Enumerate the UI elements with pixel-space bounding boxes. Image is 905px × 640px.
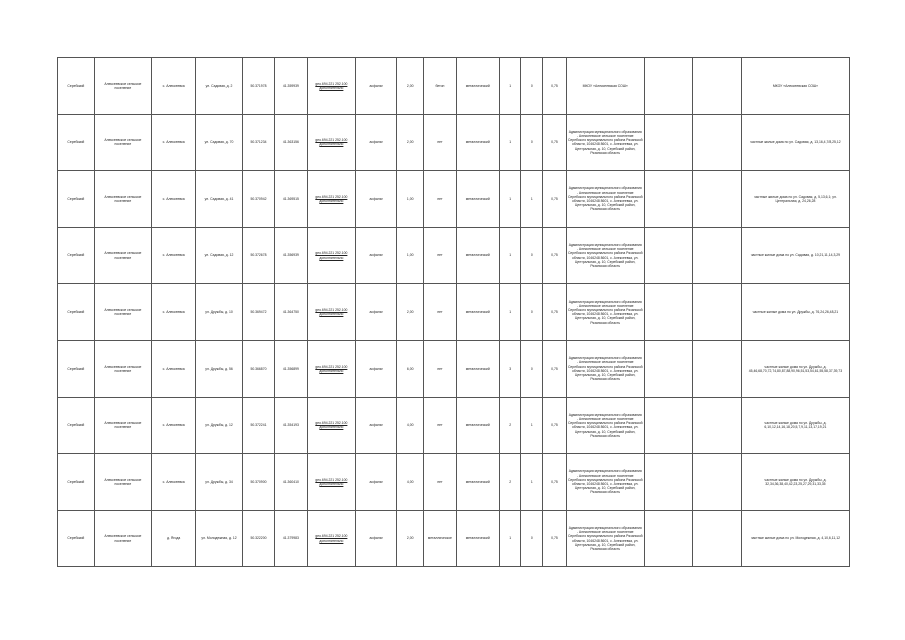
table-cell: 0 [521,58,543,115]
table-cell: 50.322200 [242,510,274,567]
table-cell [644,454,693,511]
table-cell: металлический [456,397,499,454]
table-cell: Администрация муниципального образования - Алексеевское сельское поселение Серебского муниципального района Рязанской области, 1046248 8601, с. Алексеевка, ул. Центральная, д. 10, Серебский район, Рязанская область [566,284,644,341]
table-cell: 0,75 [543,340,567,397]
table-row [58,397,850,454]
table-cell: ул. Дружбы, д. 56 [196,340,242,397]
table-cell: Алексеевское сельское поселение [94,227,151,284]
table-cell: нет [424,227,456,284]
table-cell: Серебский [58,171,95,228]
table-cell: асфальт [356,171,397,228]
table-cell: 50.371234 [242,114,274,171]
table-cell [693,340,742,397]
table-cell: металлический [456,58,499,115]
table-cell: 41.354193 [275,397,307,454]
table-body [58,58,850,567]
table-cell: металлический [456,227,499,284]
table-cell: 0 [521,340,543,397]
table-cell: с. Алексеевка [152,340,196,397]
table-cell: ул. Дружбы, д. 12 [196,397,242,454]
table-cell: ул. Садовая, д. 70 [196,114,242,171]
table-cell: 0 [521,114,543,171]
table-cell: 2,00 [397,114,424,171]
table-cell: geo.694.221 252.100 дополнительно [307,510,356,567]
table-row [58,171,850,228]
table-cell [644,114,693,171]
table-cell: 4,00 [397,454,424,511]
table-cell: частные жилые дома по ул. Молодежная, д. 4,10,6,11,12 [741,510,849,567]
table-cell: 2 [499,454,521,511]
table-cell: 50.369472 [242,284,274,341]
table-cell: Серебский [58,114,95,171]
table-cell: асфальт [356,284,397,341]
table-cell: Серебский [58,58,95,115]
table-cell: Администрация муниципального образования - Алексеевское сельское поселение Серебского муниципального района Рязанской области, 1046248 8601, с. Алексеевка, ул. Центральная, д. 10, Серебский район, Рязанская область [566,227,644,284]
table-cell: 0,75 [543,397,567,454]
table-cell: металлический [456,510,499,567]
table-cell: 41.356899 [275,340,307,397]
table-cell: 0,75 [543,58,567,115]
table-cell: 4,00 [397,397,424,454]
table-cell: ул. Садовая, д. 12 [196,227,242,284]
table-cell [644,284,693,341]
table-cell: асфальт [356,58,397,115]
table-cell: частные жилые дома по ул. Дружбы, д. 6,10,12,14,16,18,20,5,7,9,11,13,17,19,21 [741,397,849,454]
table-cell: Серебский [58,454,95,511]
table-row [58,284,850,341]
table-cell: 50.372678 [242,227,274,284]
table-cell: 0,75 [543,171,567,228]
table-cell: МКОУ «Алексеевская СОШ» [741,58,849,115]
table-cell: ул. Дружбы, д. 10 [196,284,242,341]
table-cell: geo.694.221 252.100 дополнительно [307,340,356,397]
table-cell: металлический [456,340,499,397]
table-cell: частные жилые дома по ул. Садовая, д. 5,13,6,1; ул. Центральная, д. 24,26,28 [741,171,849,228]
table-cell: geo.694.221 252.100 дополнительно [307,114,356,171]
table-cell: асфальт [356,114,397,171]
table-cell [644,171,693,228]
table-cell: ул. Дружбы, д. 34 [196,454,242,511]
table-cell: ул. Садовая, д. 2 [196,58,242,115]
table-cell: металлическое [424,510,456,567]
table-cell [693,397,742,454]
table-cell: Администрация муниципального образования - Алексеевское сельское поселение Серебского муниципального района Рязанской области, 1046248 8601, с. Алексеевка, ул. Центральная, д. 10, Серебский район, Рязанская область [566,510,644,567]
table-cell: 41.369515 [275,171,307,228]
table-cell [644,227,693,284]
table-cell: Алексеевское сельское поселение [94,114,151,171]
table-cell: 41.379983 [275,510,307,567]
table-cell: geo.694.221 252.100 дополнительно [307,58,356,115]
table-cell: с. Алексеевка [152,284,196,341]
table-cell: 1 [521,397,543,454]
table-cell: бетон [424,58,456,115]
table-cell: с. Алексеевка [152,171,196,228]
container-sites-table [57,57,850,567]
table-row [58,454,850,511]
table-cell: 1,00 [397,171,424,228]
table-cell: Алексеевское сельское поселение [94,58,151,115]
table-cell: 0,75 [543,454,567,511]
table-cell: Серебский [58,510,95,567]
table-cell [693,227,742,284]
table-cell: Алексеевское сельское поселение [94,284,151,341]
table-cell: асфальт [356,454,397,511]
table-cell: geo.694.221 252.100 дополнительно [307,227,356,284]
table-cell: металлический [456,171,499,228]
table-cell: 0 [521,510,543,567]
table-cell: Серебский [58,397,95,454]
table-cell [644,340,693,397]
table-cell: асфальт [356,397,397,454]
table-cell: МКОУ «Алексеевская СОШ» [566,58,644,115]
table-cell: металлический [456,454,499,511]
table-cell: частные жилые дома по ул. Садовая, д. 13,16,4,7/8,25,12 [741,114,849,171]
table-cell: Администрация муниципального образования - Алексеевское сельское поселение Серебского муниципального района Рязанской области, 1046248 8601, с. Алексеевка, ул. Центральная, д. 10, Серебский район, Рязанская область [566,397,644,454]
table-cell: geo.694.221 252.100 дополнительно [307,171,356,228]
table-cell: Администрация муниципального образования - Алексеевское сельское поселение Серебского муниципального района Рязанской области, 1046248 8601, с. Алексеевка, ул. Центральная, д. 10, Серебский район, Рязанская область [566,171,644,228]
table-cell: 0,75 [543,284,567,341]
table-cell: металлический [456,284,499,341]
table-cell: 2,00 [397,284,424,341]
table-cell: с. Алексеевка [152,114,196,171]
table-cell: 0,75 [543,510,567,567]
table-cell: ул. Садовая, д. 41 [196,171,242,228]
table-cell: 0 [521,227,543,284]
table-cell: 41.360410 [275,454,307,511]
table-cell: 2,00 [397,58,424,115]
table-row [58,510,850,567]
table-cell: Администрация муниципального образования - Алексеевское сельское поселение Серебского муниципального района Рязанской области, 1046248 8601, с. Алексеевка, ул. Центральная, д. 10, Серебский район, Рязанская область [566,340,644,397]
table-cell: Алексеевское сельское поселение [94,454,151,511]
table-cell [644,510,693,567]
table-cell: с. Алексеевка [152,58,196,115]
table-cell: 3 [499,340,521,397]
table-cell: 0,75 [543,114,567,171]
table-cell: асфальт [356,227,397,284]
table-cell: с. Алексеевка [152,397,196,454]
table-cell [693,114,742,171]
table-cell: Серебский [58,340,95,397]
table-cell: Алексеевское сельское поселение [94,510,151,567]
table-cell: нет [424,454,456,511]
table-cell: 1 [499,510,521,567]
table-row [58,340,850,397]
table-cell: 1 [521,171,543,228]
table-cell: асфальт [356,510,397,567]
table-cell: geo.694.221 252.100 дополнительно [307,284,356,341]
table-cell: 2 [499,397,521,454]
table-cell: нет [424,114,456,171]
table-cell [644,58,693,115]
table-cell: асфальт [356,340,397,397]
table-cell: ул. Молодежная, д. 12 [196,510,242,567]
table-cell: нет [424,340,456,397]
table-cell: 41.363156 [275,114,307,171]
table-cell: 0 [521,284,543,341]
table-cell: Серебский [58,227,95,284]
table-cell [693,454,742,511]
table-cell: частные жилые дома по ул. Дружбы, д. 76,24,26,48,21 [741,284,849,341]
table-cell: Алексеевское сельское поселение [94,397,151,454]
table-cell: 1,00 [397,227,424,284]
table-cell: Администрация муниципального образования - Алексеевское сельское поселение Серебского муниципального района Рязанской области, 1046248 8601, с. Алексеевка, ул. Центральная, д. 10, Серебский район, Рязанская область [566,114,644,171]
table-cell [644,397,693,454]
table-cell: 1 [499,171,521,228]
table-cell: 41.359939 [275,58,307,115]
table-cell: нет [424,397,456,454]
table-cell: частные жилые дома по ул. Садовая, д. 10,21,11,14,3,29 [741,227,849,284]
table-row [58,58,850,115]
table-cell: Алексеевское сельское поселение [94,340,151,397]
table-cell [693,171,742,228]
table-cell: 50.371978 [242,58,274,115]
table-cell: нет [424,284,456,341]
table-cell: металлический [456,114,499,171]
table-cell: 50.370900 [242,454,274,511]
table-cell: 1 [499,114,521,171]
table-cell: 1 [499,58,521,115]
table-cell: 50.370942 [242,171,274,228]
table-cell: частные жилые дома по ул. Дружбы, д. 45,46,68,70,72,74,80,87,88,90,96,51,53,54,61,55,58,37,39,73 [741,340,849,397]
table-cell: 1 [499,227,521,284]
table-cell: 1 [521,454,543,511]
table-cell: частные жилые дома по ул. Дружбы, д. 32,34,36,38,40,42,23,25,27,29,31,33,35 [741,454,849,511]
table-cell: 6,00 [397,340,424,397]
table-cell: 41.356939 [275,227,307,284]
table-cell: Серебский [58,284,95,341]
table-cell: 50.366870 [242,340,274,397]
table-cell [693,510,742,567]
table-cell [693,58,742,115]
table-cell: д. Ягода [152,510,196,567]
table-cell: 2,00 [397,510,424,567]
table-cell: Алексеевское сельское поселение [94,171,151,228]
table-cell: geo.694.221 252.100 дополнительно [307,454,356,511]
table-cell: geo.694.221 252.100 дополнительно [307,397,356,454]
table-cell: нет [424,171,456,228]
table-row [58,227,850,284]
table-cell: 50.372241 [242,397,274,454]
table-cell: 1 [499,284,521,341]
table-row [58,114,850,171]
table-cell: Администрация муниципального образования - Алексеевское сельское поселение Серебского муниципального района Рязанской области, 1046248 8601, с. Алексеевка, ул. Центральная, д. 10, Серебский район, Рязанская область [566,454,644,511]
table-cell: с. Алексеевка [152,227,196,284]
table-cell: 41.364750 [275,284,307,341]
table-cell: с. Алексеевка [152,454,196,511]
table-cell [693,284,742,341]
table-cell: 0,75 [543,227,567,284]
